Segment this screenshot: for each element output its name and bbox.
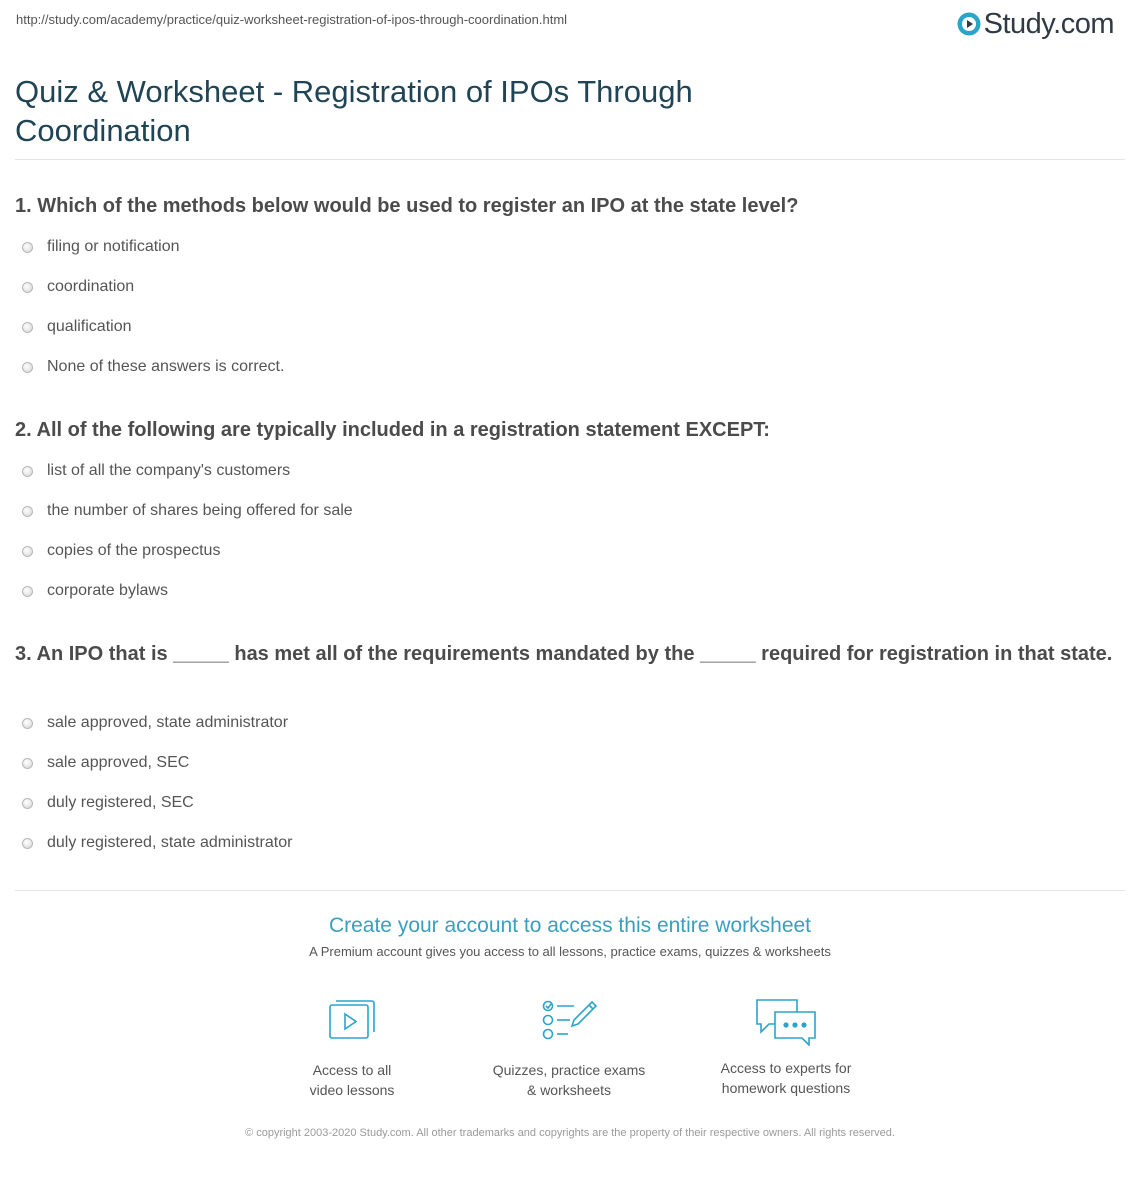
divider bbox=[15, 159, 1125, 160]
answer-option[interactable] bbox=[22, 580, 168, 602]
answer-option[interactable] bbox=[22, 276, 134, 298]
radio-button[interactable] bbox=[22, 798, 33, 809]
radio-button[interactable] bbox=[22, 838, 33, 849]
radio-button[interactable] bbox=[22, 362, 33, 373]
feature-label: Access to experts for bbox=[720, 1060, 852, 1076]
option-label: duly registered, SEC bbox=[47, 794, 194, 811]
feature-label: Quizzes, practice exams bbox=[492, 1062, 646, 1078]
option-label: the number of shares being offered for sale bbox=[47, 502, 353, 519]
answer-option[interactable] bbox=[22, 316, 132, 338]
option-label: coordination bbox=[47, 278, 135, 295]
question-1: 1. Which of the methods below would be used to register an IPO at the state level? bbox=[15, 195, 799, 217]
play-logo-icon bbox=[956, 11, 982, 37]
answer-option[interactable] bbox=[22, 540, 220, 562]
quiz-checklist-icon bbox=[540, 998, 598, 1042]
feature-experts bbox=[686, 996, 886, 1098]
video-lessons-icon bbox=[326, 998, 378, 1042]
feature-label: homework questions bbox=[721, 1080, 851, 1096]
answer-option[interactable] bbox=[22, 752, 189, 774]
feature-quizzes bbox=[469, 998, 669, 1100]
answer-option[interactable] bbox=[22, 832, 292, 854]
option-label: copies of the prospectus bbox=[47, 542, 221, 559]
radio-button[interactable] bbox=[22, 546, 33, 557]
option-label: list of all the company's customers bbox=[47, 462, 291, 479]
radio-button[interactable] bbox=[22, 466, 33, 477]
study-logo[interactable] bbox=[956, 8, 1114, 40]
radio-button[interactable] bbox=[22, 758, 33, 769]
radio-button[interactable] bbox=[22, 586, 33, 597]
option-label: duly registered, state administrator bbox=[47, 834, 293, 851]
page-title: Quiz & Worksheet - Registration of IPOs Through Coordination bbox=[15, 74, 693, 148]
answer-option[interactable] bbox=[22, 712, 288, 734]
feature-label: & worksheets bbox=[526, 1082, 612, 1098]
radio-button[interactable] bbox=[22, 322, 33, 333]
option-label: sale approved, state administrator bbox=[47, 714, 289, 731]
answer-option[interactable] bbox=[22, 356, 284, 378]
radio-button[interactable] bbox=[22, 282, 33, 293]
feature-label: video lessons bbox=[309, 1082, 395, 1098]
answer-option[interactable] bbox=[22, 460, 290, 482]
copyright-text: © copyright 2003-2020 Study.com. All other trademarks and copyrights are the property of their respective owners. All rights reserved. bbox=[245, 1127, 895, 1139]
chat-bubbles-icon bbox=[753, 996, 819, 1046]
create-account-link[interactable]: Create your account to access this entire worksheet bbox=[328, 914, 812, 937]
radio-button[interactable] bbox=[22, 718, 33, 729]
feature-video-lessons bbox=[252, 998, 452, 1100]
radio-button[interactable] bbox=[22, 242, 33, 253]
divider bbox=[15, 890, 1125, 891]
feature-label: Access to all bbox=[312, 1062, 392, 1078]
answer-option[interactable] bbox=[22, 236, 180, 258]
option-label: qualification bbox=[47, 318, 132, 335]
radio-button[interactable] bbox=[22, 506, 33, 517]
question-2: 2. All of the following are typically included in a registration statement EXCEPT: bbox=[15, 419, 770, 441]
cta-subtitle: A Premium account gives you access to all lessons, practice exams, quizzes & worksheets bbox=[309, 944, 831, 959]
page-url: http://study.com/academy/practice/quiz-worksheet-registration-of-ipos-through-coordination.html bbox=[16, 12, 568, 27]
question-3: 3. An IPO that is _____ has met all of the requirements mandated by the _____ required for registration in that state. bbox=[15, 643, 1113, 665]
logo-text: Study.com bbox=[983, 7, 1114, 40]
option-label: None of these answers is correct. bbox=[47, 358, 285, 375]
option-label: filing or notification bbox=[47, 238, 180, 255]
option-label: corporate bylaws bbox=[47, 582, 168, 599]
option-label: sale approved, SEC bbox=[47, 754, 190, 771]
answer-option[interactable] bbox=[22, 500, 353, 522]
answer-option[interactable] bbox=[22, 792, 194, 814]
